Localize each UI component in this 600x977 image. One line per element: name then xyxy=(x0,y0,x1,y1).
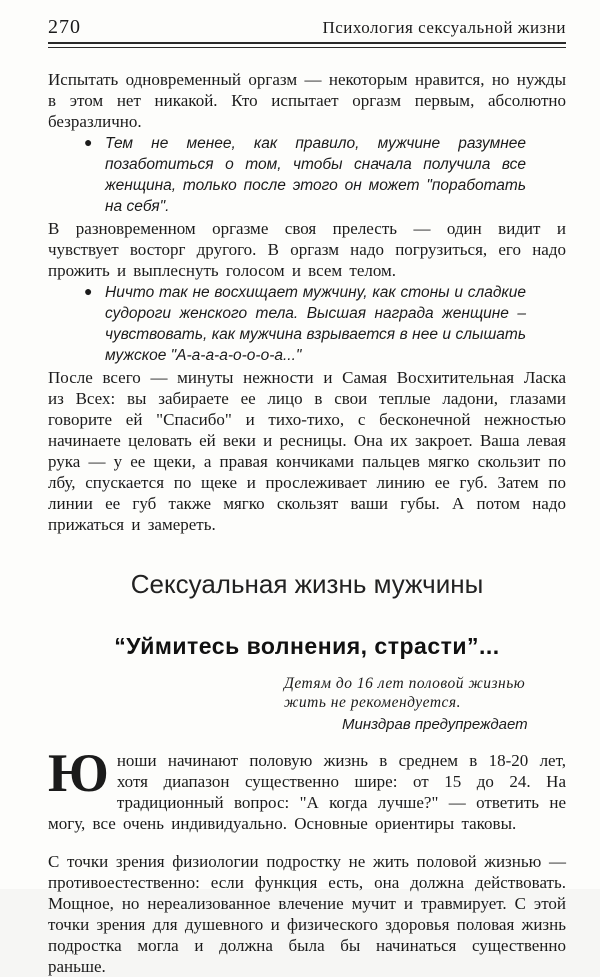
subsection-title: “Уймитесь волнения, страсти”... xyxy=(114,633,500,659)
dropcap-paragraph xyxy=(48,743,566,834)
header-rule xyxy=(48,42,566,48)
bullet-item xyxy=(48,282,566,366)
paragraph: Испытать одновременный оргазм — некоторым нравится, но нужды в этом нет никакой. Кто испытает оргазм первым, абсолютно безразлично. xyxy=(48,70,566,131)
bullet-text: Тем не менее, как правило, мужчине разумнее позаботиться о том, чтобы сначала получила все женщина, только после этого он может "поработать на себя". xyxy=(105,135,526,215)
bullet-icon: ● xyxy=(84,283,93,299)
paragraph: После всего — минуты нежности и Самая Восхитительная Ласка из Всех: вы забираете ее лицо в свои теплые ладони, глазами говорите ей "Спасибо" и тихо-тихо, с бесконечной нежностью начинаете целовать ей веки и ресницы. Она их закроет. Ваша левая рука — у ее щеки, а правая кончиками пальцев мягко скользит по лбу, спускается по щеке и прослеживает линию ее губ. Затем по линии ее губ также мягко скользят ваши губы. А потом надо прижаться и замереть. xyxy=(48,368,566,534)
running-title: Психология сексуальной жизни xyxy=(322,18,566,37)
bullet-item xyxy=(48,133,566,217)
dropcap-paragraph-text: ноши начинают половую жизнь в среднем в 18-20 лет, хотя диапазон существенно шире: от 15 до 24. На традиционный вопрос: "А когда лучше?" — ответить не могу, все очень индивидуально. Основные ориентиры таковы. xyxy=(48,751,566,833)
epigraph-text: Детям до 16 лет половой жизнью жить не рекомендуется. xyxy=(284,675,526,711)
epigraph-attribution: Минздрав предупреждает xyxy=(342,716,528,733)
paragraph: С точки зрения физиологии подростку не жить половой жизнью — противоестественно: если функция есть, она должна действовать. Мощное, но нереализованное влечение мучит и травмирует. С этой точки зрения для душевного и физического здоровья половая жизнь подростка могла и должна была бы начинаться существенно раньше. xyxy=(48,852,566,976)
drop-cap: Ю xyxy=(48,743,109,803)
epigraph xyxy=(284,674,566,734)
section-title: Сексуальная жизнь мужчины xyxy=(130,569,484,599)
bullet-text: Ничто так не восхищает мужчину, как стоны и сладкие судороги женского тела. Высшая награда женщине – чувствовать, как мужчина взрывается в нее и слышать мужское "А-а-а-а-о-о-о-а..." xyxy=(105,284,526,364)
page-number: 270 xyxy=(48,16,81,38)
paragraph: В разновременном оргазме своя прелесть — один видит и чувствует восторг другого. В оргазм надо погрузиться, его надо прожить и выплеснуть голосом и всем телом. xyxy=(48,219,566,280)
page-header xyxy=(48,16,566,39)
bullet-icon: ● xyxy=(84,134,93,150)
